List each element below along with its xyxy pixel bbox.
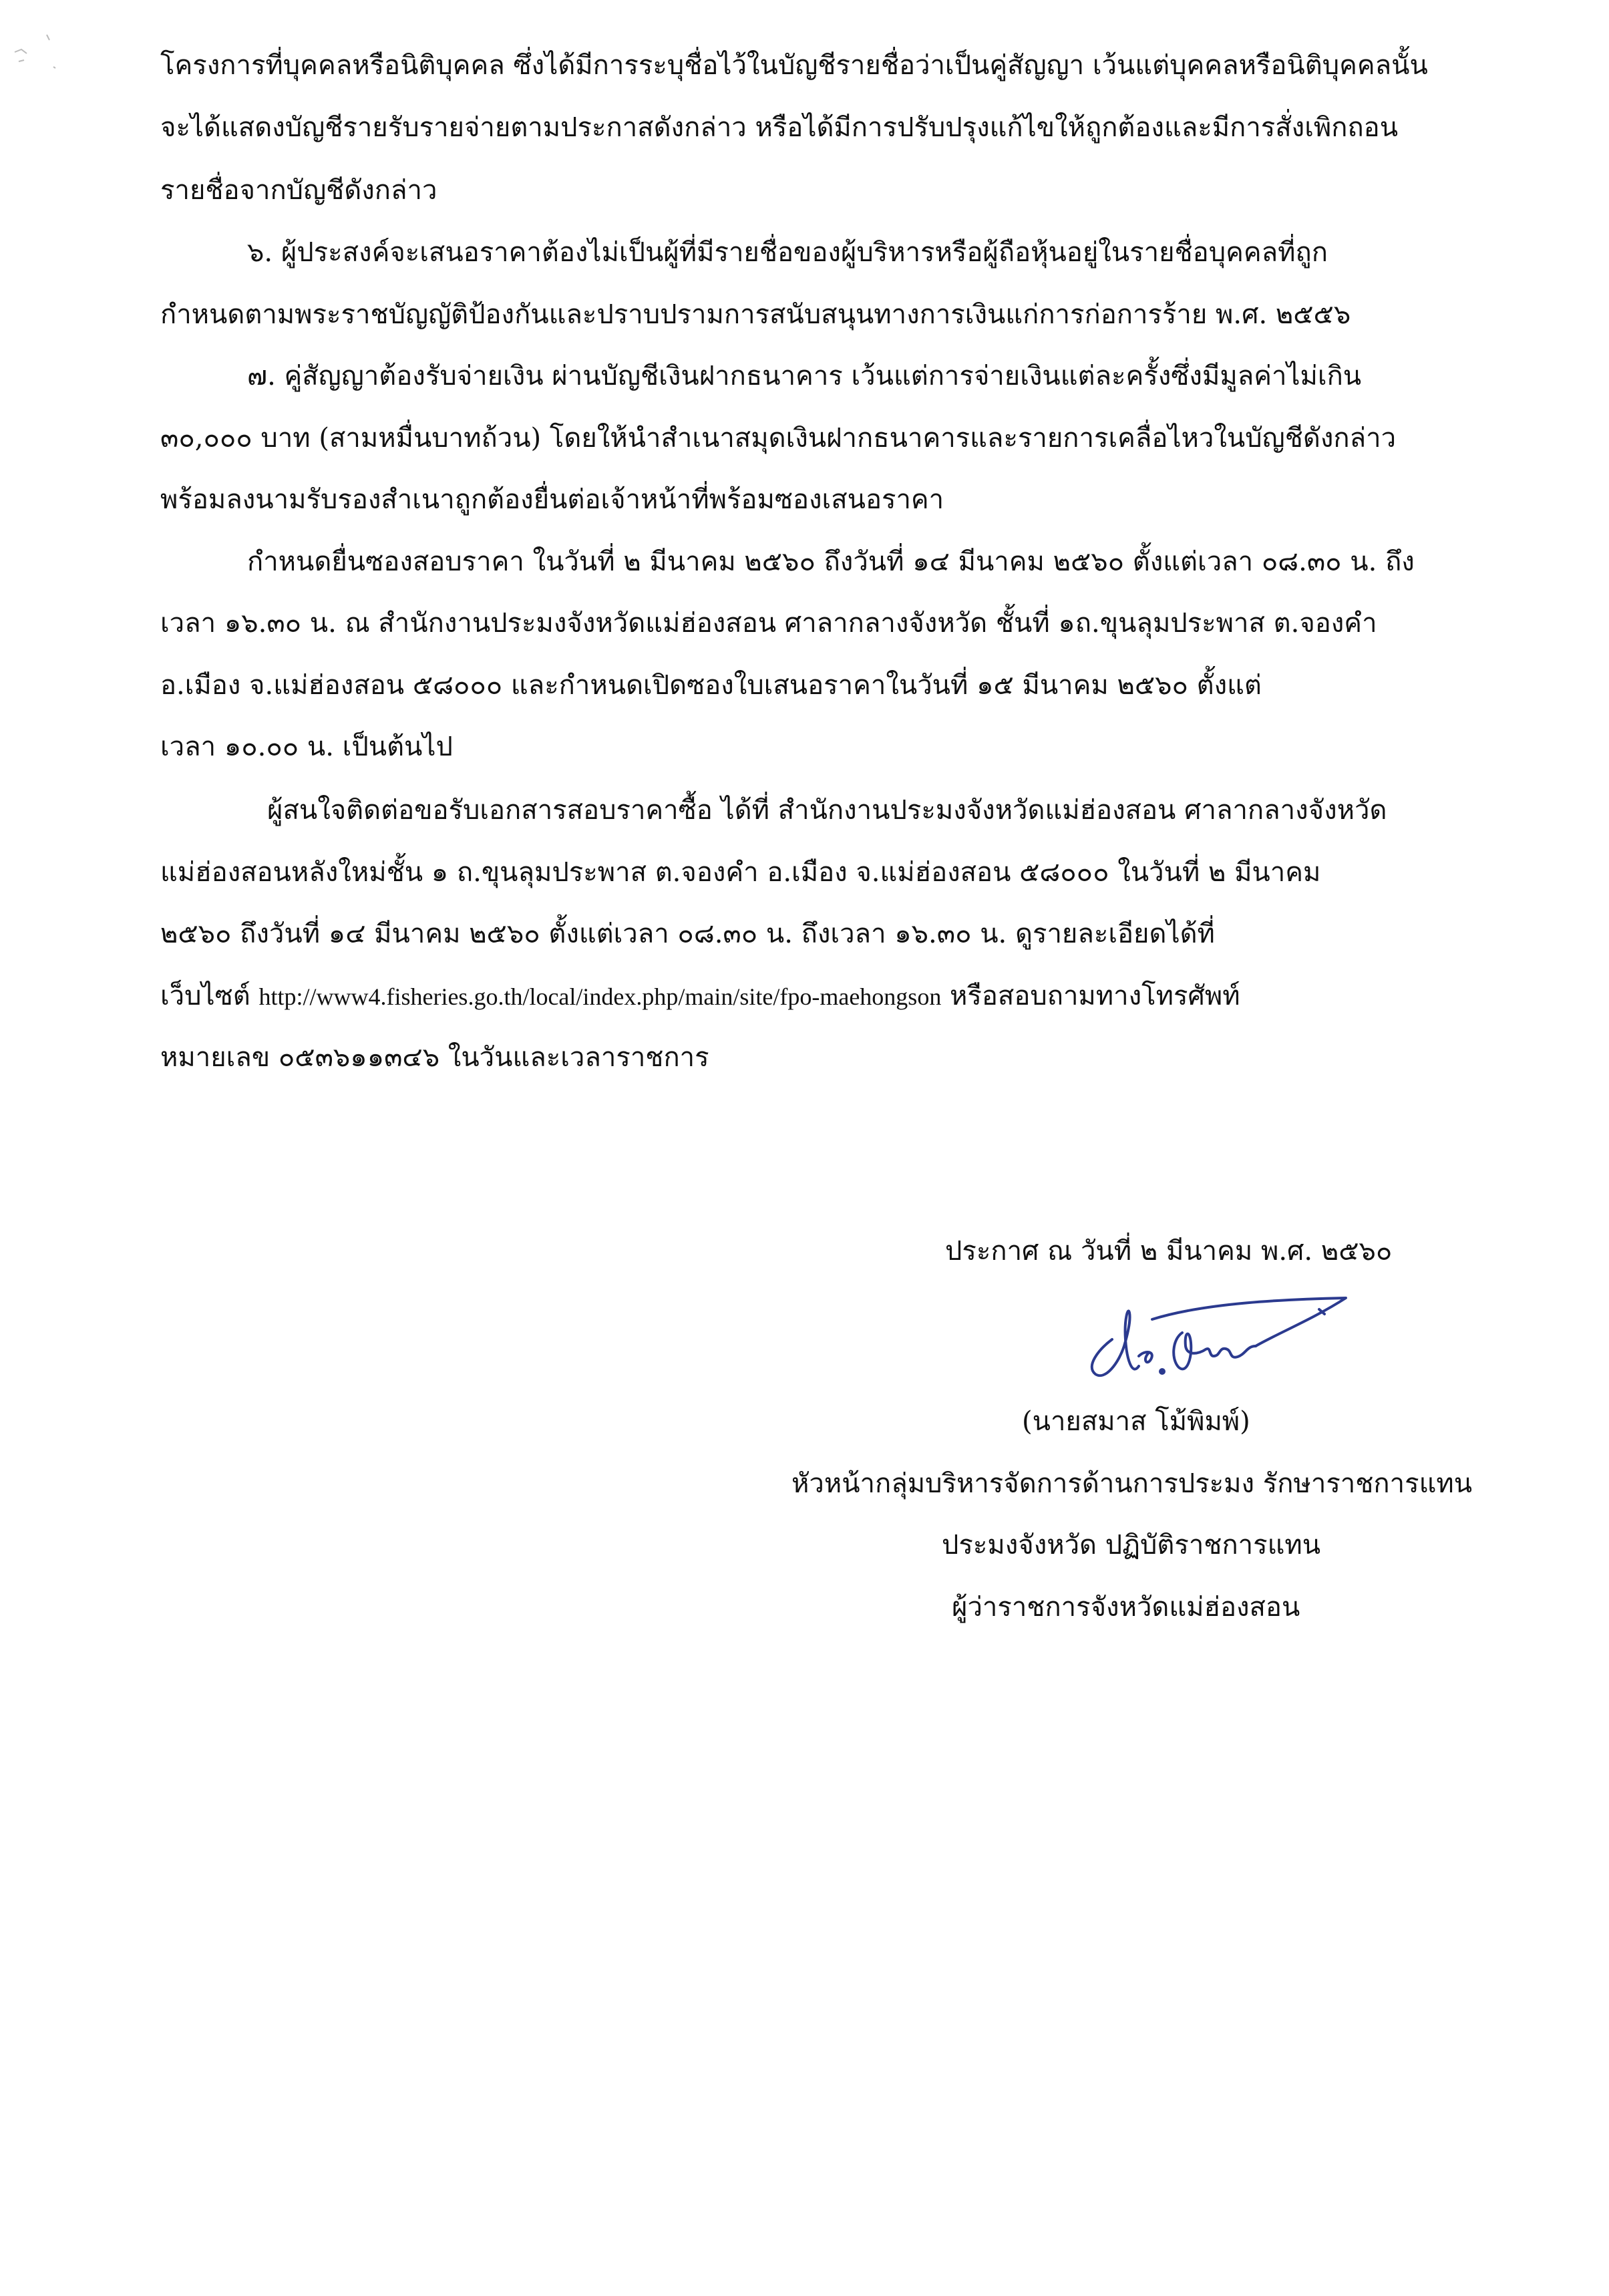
item-6-line-1: ๖. ผู้ประสงค์จะเสนอราคาต้องไม่เป็นผู้ที่มีรายชื่อของผู้บริหารหรือผู้ถือหุ้นอยู่ในรายชื่อบุคคลที่ถูก xyxy=(247,237,1328,268)
contact-line-5: หมายเลข ๐๕๓๖๑๑๓๔๖ ในวันและเวลาราชการ xyxy=(160,1042,709,1073)
announcement-date: ประกาศ ณ วันที่ ๒ มีนาคม พ.ศ. ๒๕๖๐ xyxy=(945,1236,1393,1267)
signer-title-3: ผู้ว่าราชการจังหวัดแม่ฮ่องสอน xyxy=(952,1592,1300,1623)
website-label: เว็บไซต์ xyxy=(160,981,250,1011)
website-url: http://www4.fisheries.go.th/local/index.php/main/site/fpo-maehongson xyxy=(258,983,942,1010)
item-7-line-2: ๓๐,๐๐๐ บาท (สามหมื่นบาทถ้วน) โดยให้นำสำเนาสมุดเงินฝากธนาคารและรายการเคลื่อไหวในบัญชีดังกล่าว xyxy=(160,423,1397,454)
item-6-line-2: กำหนดตามพระราชบัญญัติป้องกันและปราบปรามการสนับสนุนทางการเงินแก่การก่อการร้าย พ.ศ. ๒๕๕๖ xyxy=(160,299,1351,330)
item-7-line-1: ๗. คู่สัญญาต้องรับจ่ายเงิน ผ่านบัญชีเงินฝากธนาคาร เว้นแต่การจ่ายเงินแต่ละครั้งซึ่งมีมูลค่าไม่เกิน xyxy=(247,361,1362,391)
contact-line-4 xyxy=(160,977,1240,1015)
paragraph-5-line-2: จะได้แสดงบัญชีรายรับรายจ่ายตามประกาสดังกล่าว หรือได้มีการปรับปรุงแก้ไขให้ถูกต้องและมีการสั่งเพิกถอน xyxy=(160,112,1399,143)
submission-line-4: เวลา ๑๐.๐๐ น. เป็นต้นไป xyxy=(160,731,453,762)
contact-line-1: ผู้สนใจติดต่อขอรับเอกสารสอบราคาซื้อ ได้ที่ สำนักงานประมงจังหวัดแม่ฮ่องสอน ศาลากลางจังหวัด xyxy=(267,795,1387,826)
signer-name: (นายสมาส โม้พิมพ์) xyxy=(1022,1406,1250,1437)
signer-title-2: ประมงจังหวัด ปฏิบัติราชการแทน xyxy=(942,1530,1321,1561)
contact-line-2: แม่ฮ่องสอนหลังใหม่ชั้น ๑ ถ.ขุนลุมประพาส ต.จองคำ อ.เมือง จ.แม่ฮ่องสอน ๕๘๐๐๐ ในวันที่ ๒ มีนาคม xyxy=(160,857,1321,888)
submission-line-1: กำหนดยื่นซองสอบราคา ในวันที่ ๒ มีนาคม ๒๕๖๐ ถึงวันที่ ๑๔ มีนาคม ๒๕๖๐ ตั้งแต่เวลา ๐๘.๓๐ น. ถึง xyxy=(247,546,1415,577)
item-7-line-3: พร้อมลงนามรับรองสำเนาถูกต้องยื่นต่อเจ้าหน้าที่พร้อมซองเสนอราคา xyxy=(160,484,944,515)
paragraph-5-line-3: รายชื่อจากบัญชีดังกล่าว xyxy=(160,175,437,206)
submission-line-2: เวลา ๑๖.๓๐ น. ณ สำนักงานประมงจังหวัดแม่ฮ่องสอน ศาลากลางจังหวัด ชั้นที่ ๑ถ.ขุนลุมประพาส ต.จองคำ xyxy=(160,608,1377,639)
scan-mark-icon xyxy=(7,27,67,87)
paragraph-5-line-1: โครงการที่บุคคลหรือนิติบุคคล ซึ่งได้มีการระบุชื่อไว้ในบัญชีรายชื่อว่าเป็นคู่สัญญา เว้นแต่บุคคลหรือนิติบุคคลนั้น xyxy=(160,50,1428,81)
signer-title-1: หัวหน้ากลุ่มบริหารจัดการด้านการประมง รักษาราชการแทน xyxy=(791,1468,1473,1499)
signature-icon xyxy=(1072,1293,1353,1386)
phone-inquiry-label: หรือสอบถามทางโทรศัพท์ xyxy=(950,981,1240,1011)
contact-line-3: ๒๕๖๐ ถึงวันที่ ๑๔ มีนาคม ๒๕๖๐ ตั้งแต่เวลา ๐๘.๓๐ น. ถึงเวลา ๑๖.๓๐ น. ดูรายละเอียดได้ที่ xyxy=(160,919,1215,949)
submission-line-3: อ.เมือง จ.แม่ฮ่องสอน ๕๘๐๐๐ และกำหนดเปิดซองใบเสนอราคาในวันที่ ๑๕ มีนาคม ๒๕๖๐ ตั้งแต่ xyxy=(160,670,1262,701)
